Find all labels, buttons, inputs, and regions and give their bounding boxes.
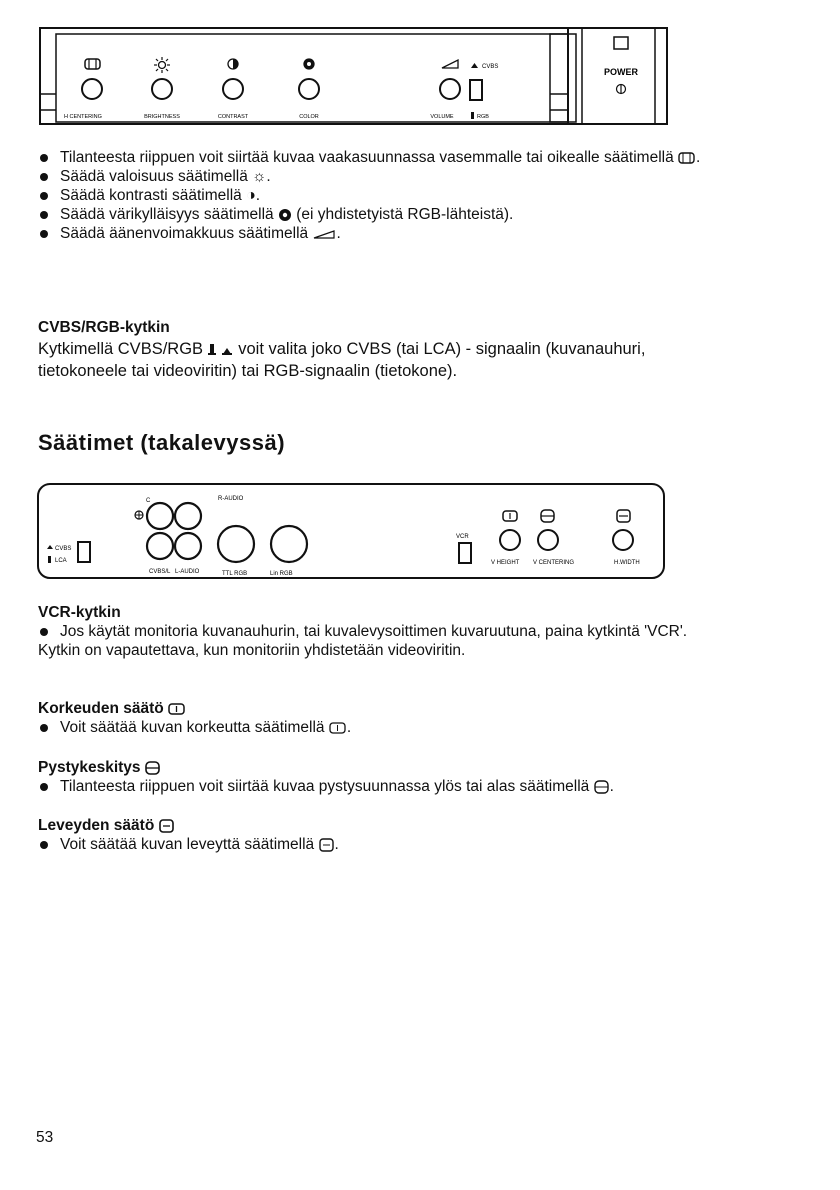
list-item: Säädä äänenvoimakkuus säätimellä . (38, 224, 778, 243)
lin-rgb-label: Lin RGB (270, 571, 293, 577)
list-item: Säädä värikylläisyys säätimellä (ei yhdistetyistä RGB-lähteistä). (38, 205, 778, 224)
brightness-label: BRIGHTNESS (144, 114, 180, 120)
cvbs-heading: CVBS/RGB-kytkin (38, 319, 170, 336)
cvbs-l-label: CVBS/L (149, 569, 171, 575)
v-height-icon (329, 722, 347, 734)
c-label: C (146, 498, 151, 504)
front-panel-diagram (30, 22, 675, 130)
color-label: COLOR (299, 114, 319, 120)
h-width-label: H.WIDTH (614, 560, 640, 566)
cvbs-rgb-switch[interactable] (470, 80, 482, 100)
h-centering-label: H CENTERING (64, 114, 102, 120)
cvbs-text: Kytkimellä CVBS/RGB voit valita joko CVBS (tai LCA) - signaalin (kuvanauhuri, tietokoneele tai videoviritin) tai RGB-signaalin (tietokone). (38, 340, 646, 380)
brightness-icon (159, 62, 166, 69)
front-controls-list (38, 148, 778, 243)
rear-panel-diagram (36, 480, 668, 582)
cvbs-rgb-switch-icon (208, 344, 234, 356)
h-centering-icon (678, 152, 696, 164)
h-centering-icon (85, 59, 100, 69)
cvbs-indicator-icon (471, 63, 478, 68)
list-item: Voit säätää kuvan korkeutta säätimellä . (38, 718, 798, 737)
rgb-label: RGB (477, 114, 489, 120)
volume-icon (312, 228, 336, 240)
height-section (38, 699, 798, 737)
list-item: Tilanteesta riippuen voit siirtää kuvaa pystysuunnassa ylös tai alas säätimellä . (38, 777, 798, 796)
vcenter-heading: Pystykeskitys (38, 759, 141, 776)
l-audio-connector[interactable] (175, 533, 201, 559)
rear-panel-heading: Säätimet (takalevyssä) (38, 430, 286, 455)
contrast-label: CONTRAST (217, 114, 249, 120)
vcr-switch[interactable] (459, 543, 471, 563)
height-heading: Korkeuden säätö (38, 700, 164, 717)
v-centering-adjuster[interactable] (538, 510, 558, 550)
volume-icon (442, 60, 458, 68)
volume-knob[interactable] (440, 60, 460, 99)
rear-cvbs-label: CVBS (55, 546, 72, 552)
ttl-rgb-label: TTL RGB (222, 571, 248, 577)
rear-lca-label: LCA (55, 558, 67, 564)
width-section (38, 816, 798, 854)
cvbs-label: CVBS (482, 64, 499, 70)
list-item: Jos käytät monitoria kuvanauhurin, tai kuvalevysoittimen kuvaruutuna, paina kytkintä 'VCR'. (38, 622, 798, 641)
cvbs-l-connector[interactable] (147, 533, 173, 559)
ttl-rgb-connector[interactable] (218, 526, 254, 562)
h-width-adjuster[interactable] (613, 510, 633, 550)
list-item: Voit säätää kuvan leveyttä säätimellä . (38, 835, 798, 854)
contrast-knob[interactable] (223, 59, 243, 99)
v-centering-icon (145, 761, 161, 775)
v-centering-label: V CENTERING (533, 560, 575, 566)
l-audio-label: L-AUDIO (175, 569, 200, 575)
brightness-icon: ☼ (252, 168, 267, 185)
volume-label: VOLUME (430, 114, 454, 120)
h-width-icon (319, 838, 335, 852)
width-heading: Leveyden säätö (38, 817, 155, 834)
r-audio-connector[interactable] (175, 503, 201, 529)
page-number: 53 (36, 1129, 54, 1146)
c-connector[interactable] (147, 503, 173, 529)
vcr-label: VCR (456, 534, 469, 540)
list-item: Säädä kontrasti säätimellä ◑. (38, 186, 778, 205)
list-item: Tilanteesta riippuen voit siirtää kuvaa vaakasuunnassa vasemmalle tai oikealle säätimellä . (38, 148, 778, 167)
vcr-text: Kytkin on vapautettava, kun monitoriin yhdistetään videoviritin. (38, 642, 466, 659)
power-switch-icon (614, 37, 628, 49)
contrast-icon: ◑ (246, 187, 256, 204)
h-centering-knob[interactable] (82, 59, 102, 99)
vcenter-section (38, 758, 798, 796)
brightness-knob[interactable] (152, 57, 172, 99)
color-icon (278, 208, 292, 222)
cvbs-lca-switch[interactable] (78, 542, 90, 562)
power-label: POWER (603, 67, 639, 77)
h-width-icon (159, 819, 175, 833)
v-height-label: V HEIGHT (491, 560, 520, 566)
list-item: Säädä valoisuus säätimellä ☼. (38, 167, 778, 186)
v-height-adjuster[interactable] (500, 511, 520, 550)
r-audio-label: R-AUDIO (218, 496, 244, 502)
v-centering-icon (594, 780, 610, 794)
vcr-section (38, 603, 798, 660)
color-knob[interactable] (299, 59, 319, 99)
v-height-icon (168, 703, 186, 715)
lin-rgb-connector[interactable] (271, 526, 307, 562)
vcr-heading: VCR-kytkin (38, 604, 121, 621)
